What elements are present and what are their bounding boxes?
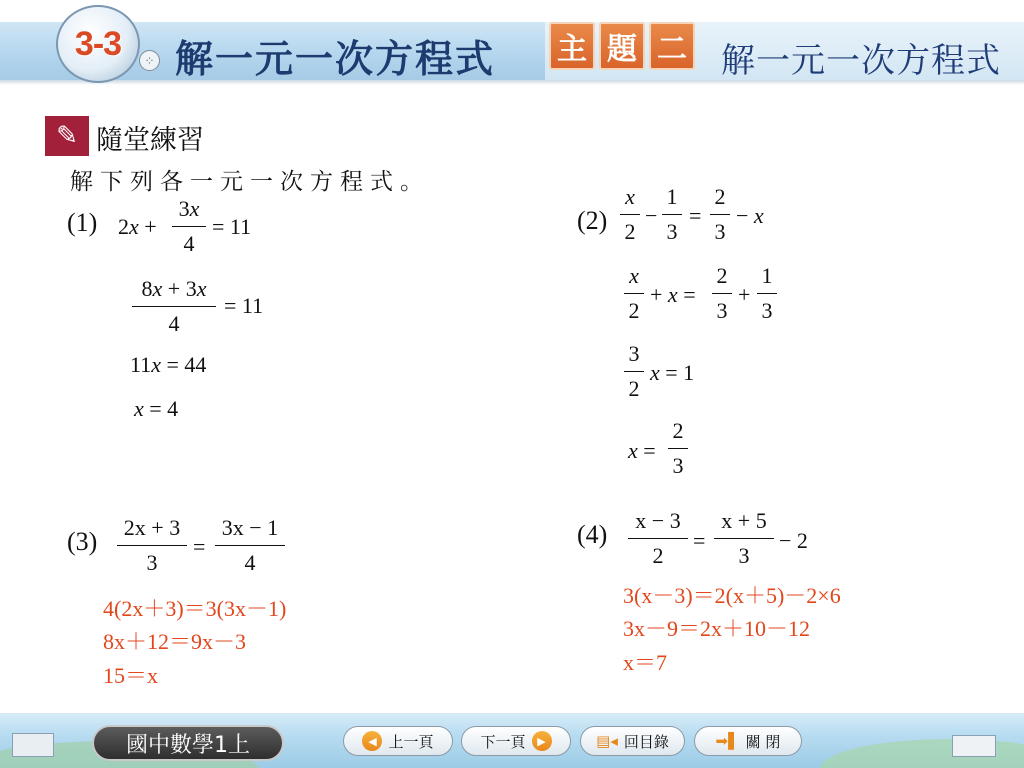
p4-lhs-numerator: x − 3 xyxy=(635,508,681,533)
p2-line2-mid: + x = xyxy=(650,282,696,307)
p3-equals: = xyxy=(193,534,206,559)
exit-icon: ➡▌ xyxy=(715,732,740,750)
fraction-bar xyxy=(215,545,285,546)
p1-line2-num-plus: + 3 xyxy=(167,276,197,301)
left-arrow-icon: ◀ xyxy=(362,731,382,751)
p4-lhs-denominator: 2 xyxy=(652,543,664,569)
section-dots-icon: ⁘ xyxy=(139,50,160,71)
p1-line2-numerator: 8x + 3x xyxy=(141,276,207,301)
p2-line1-frac1-den: 2 xyxy=(624,219,636,245)
right-arrow-icon: ▶ xyxy=(532,731,552,751)
p1-line3: 11x = 44 xyxy=(130,352,207,377)
p4-equals: = xyxy=(693,528,706,553)
p2-line1-frac2-num: 1 xyxy=(666,184,678,209)
p1-line2-denominator: 4 xyxy=(168,311,180,337)
p4-answer-line: 3(x－3)＝2(x＋5)－2×6 xyxy=(623,583,841,608)
p3-lhs-denominator: 3 xyxy=(146,550,158,576)
p1-line3-coef: 11 xyxy=(130,352,152,377)
p3-rhs-numerator: 3x − 1 xyxy=(221,515,279,540)
p2-line4-frac-den: 3 xyxy=(672,453,684,479)
p2-line2-frac3-den: 3 xyxy=(761,298,773,324)
prev-page-label: 上一頁 xyxy=(388,732,434,751)
p3-answer-line: 4(2x＋3)＝3(3x－1) xyxy=(103,596,287,621)
p2-line1-frac2-den: 3 xyxy=(666,219,678,245)
footer-house-decoration xyxy=(952,735,996,757)
practice-label: 隨堂練習 xyxy=(96,125,204,156)
fraction-bar xyxy=(710,214,730,215)
p2-line4-frac xyxy=(668,420,688,477)
page-title: 解一元一次方程式 xyxy=(175,37,496,81)
p2-line2-equals: = xyxy=(683,282,696,307)
p3-answer-line: 15＝x xyxy=(103,663,159,688)
p1-line1-denominator: 4 xyxy=(183,231,195,257)
p2-line3-rest: x = 1 xyxy=(650,360,695,385)
fraction-bar xyxy=(757,293,777,294)
p1-line4-rhs: = 4 xyxy=(149,396,179,421)
p1-line1-rhs: = 11 xyxy=(212,214,252,239)
fraction-bar xyxy=(132,306,216,307)
close-button[interactable] xyxy=(694,726,802,756)
topic-tiles xyxy=(549,22,695,70)
topic-title: 解一元一次方程式 xyxy=(721,41,1001,81)
table-of-contents-icon: ▤◂ xyxy=(596,732,618,750)
fraction-bar xyxy=(662,214,682,215)
p2-line1-minus: − xyxy=(645,203,658,228)
p2-line1-frac1 xyxy=(620,186,640,243)
p2-line2-plus: + xyxy=(650,282,663,307)
p4-rhs-fraction xyxy=(714,510,774,567)
practice-icon: ✎ xyxy=(45,116,89,156)
p2-line1-equals: = xyxy=(689,203,702,228)
topic-tile: 題 xyxy=(599,22,645,70)
p2-line3-frac-den: 2 xyxy=(628,376,640,402)
p1-line1-lhs: 2x + xyxy=(118,214,157,239)
p1-line1-num-coef: 3 xyxy=(178,196,190,221)
p2-line4-lhs: x = xyxy=(628,438,656,463)
p1-line1-coef: 2 xyxy=(118,214,129,239)
p2-line2-plus2: + xyxy=(738,282,751,307)
p2-line1-frac2 xyxy=(662,186,682,243)
p2-line1-tail: − x xyxy=(736,203,764,228)
p1-line1-fraction xyxy=(172,198,206,255)
p4-answer-line: x＝7 xyxy=(623,650,668,675)
p2-line2-frac1-den: 2 xyxy=(628,298,640,324)
problem-2-number: (2) xyxy=(577,206,608,235)
problem-3-number: (3) xyxy=(67,527,98,556)
next-page-label: 下一頁 xyxy=(480,732,526,751)
fraction-bar xyxy=(712,293,732,294)
fraction-bar xyxy=(172,226,206,227)
instruction-text: 解下列各一元一次方程式。 xyxy=(70,169,430,195)
toc-button[interactable] xyxy=(580,726,685,756)
p2-line1-frac3 xyxy=(710,186,730,243)
p2-line3-frac xyxy=(624,343,644,400)
p2-line2-frac1-num: x xyxy=(629,263,639,288)
p1-line2-num-coef: 8 xyxy=(141,276,153,301)
p2-line2-frac3-num: 1 xyxy=(761,263,773,288)
p3-rhs-denominator: 4 xyxy=(244,550,256,576)
p2-line2-frac2-den: 3 xyxy=(716,298,728,324)
footer-bar xyxy=(0,713,1024,768)
fraction-bar xyxy=(117,545,187,546)
p2-line1-minus2: − xyxy=(736,203,749,228)
topic-tile: 主 xyxy=(549,22,595,70)
p3-lhs-numerator: 2x + 3 xyxy=(123,515,181,540)
topic-tile: 二 xyxy=(649,22,695,70)
problem-1-number: (1) xyxy=(67,208,98,237)
fraction-bar xyxy=(668,448,688,449)
p2-line1-frac1-num: x xyxy=(625,184,635,209)
p2-line4-equals: = xyxy=(643,438,656,463)
p2-line2-frac2 xyxy=(712,265,732,322)
p2-line1-frac3-num: 2 xyxy=(714,184,726,209)
p2-line3-frac-num: 3 xyxy=(628,341,640,366)
p1-line2-rhs: = 11 xyxy=(224,293,264,318)
close-label: 關 閉 xyxy=(745,732,781,751)
p1-line2-fraction xyxy=(132,278,216,335)
problem-4-number: (4) xyxy=(577,520,608,549)
fraction-bar xyxy=(628,538,688,539)
fraction-bar xyxy=(624,371,644,372)
p4-lhs-fraction xyxy=(628,510,688,567)
p2-line2-frac2-num: 2 xyxy=(716,263,728,288)
p3-lhs-fraction xyxy=(117,517,187,574)
p4-answer-line: 3x－9＝2x＋10－12 xyxy=(623,616,811,641)
toc-label: 回目錄 xyxy=(623,732,669,751)
p3-answer-line: 8x＋12＝9x－3 xyxy=(103,629,247,654)
header-banner xyxy=(0,0,1024,90)
fraction-bar xyxy=(624,293,644,294)
p4-rhs-denominator: 3 xyxy=(738,543,750,569)
p4-rhs-tail: − 2 xyxy=(779,528,808,553)
section-number-badge: 3-3 xyxy=(56,5,140,83)
p1-line1-plus: + xyxy=(144,214,157,239)
p4-rhs-numerator: x + 5 xyxy=(721,508,767,533)
fraction-bar xyxy=(620,214,640,215)
prev-page-button[interactable] xyxy=(343,726,453,756)
p1-line4: x = 4 xyxy=(134,396,179,421)
p1-line3-rhs: = 44 xyxy=(166,352,207,377)
book-title-button[interactable]: 國中數學1上 xyxy=(92,725,284,761)
p3-rhs-fraction xyxy=(215,517,285,574)
p1-line1-numerator: 3x xyxy=(178,196,200,221)
p2-line2-frac3 xyxy=(757,265,777,322)
p2-line1-frac3-den: 3 xyxy=(714,219,726,245)
p2-line3-rhs: = 1 xyxy=(665,360,695,385)
fraction-bar xyxy=(714,538,774,539)
p2-line4-frac-num: 2 xyxy=(672,418,684,443)
footer-house-decoration xyxy=(12,733,54,757)
p2-line2-frac1 xyxy=(624,265,644,322)
next-page-button[interactable] xyxy=(461,726,571,756)
